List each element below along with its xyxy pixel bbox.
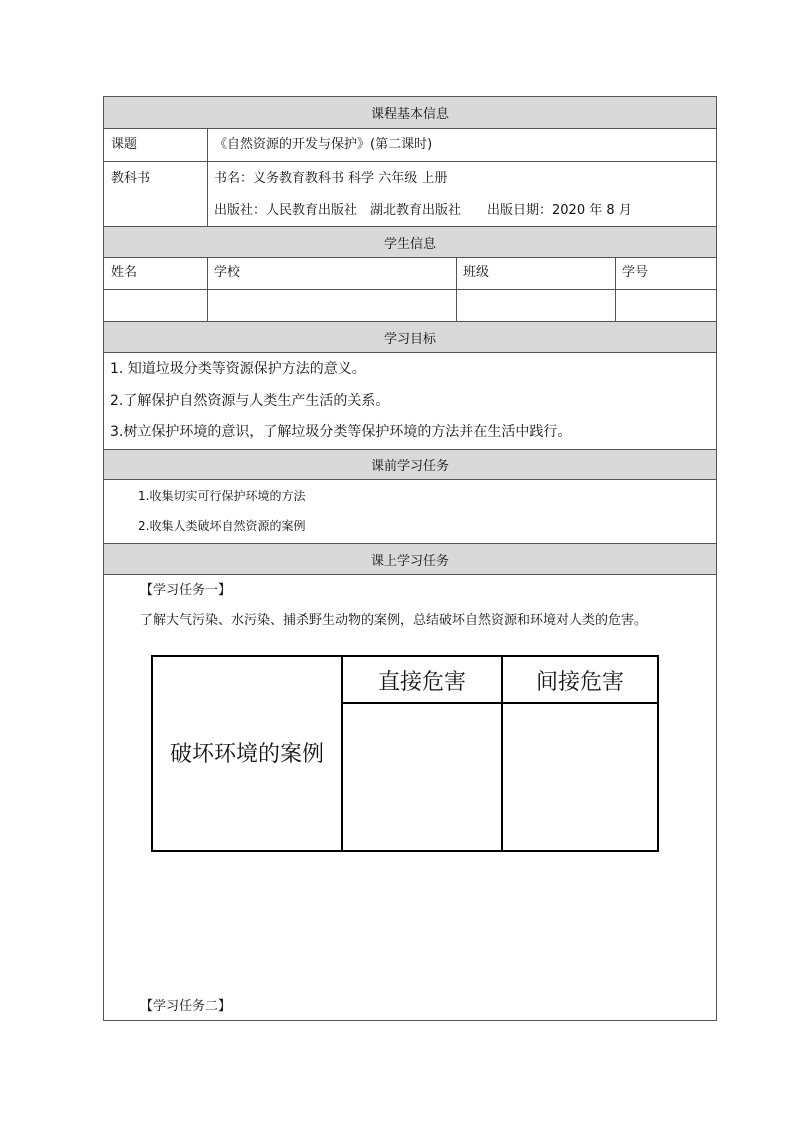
topic-value: 《自然资源的开发与保护》(第二课时) [214, 137, 433, 152]
task1-title: 【学习任务一】 [140, 583, 232, 598]
pre-class-item: 1.收集切实可行保护环境的方法 [138, 489, 306, 503]
divider [456, 258, 457, 321]
textbook-publisher: 出版社：人民教育出版社 湖北教育出版社 出版日期：2020 年 8 月 [214, 203, 632, 218]
pre-class-header: 课前学习任务 [104, 449, 716, 480]
objective-item: 2.了解保护自然资源与人类生产生活的关系。 [110, 393, 390, 409]
case-row-label: 破坏环境的案例 [169, 742, 324, 767]
task2-title: 【学习任务二】 [140, 999, 232, 1014]
case-table [151, 655, 659, 852]
lesson-worksheet [103, 96, 717, 1021]
objective-item: 1. 知道垃圾分类等资源保护方法的意义。 [110, 361, 366, 377]
case-table-divider [341, 702, 657, 704]
objectives-header: 学习目标 [104, 321, 716, 353]
student-col-school: 学校 [214, 265, 241, 280]
topic-label: 课题 [111, 137, 138, 152]
student-info-header: 学生信息 [104, 226, 716, 258]
textbook-label: 教科书 [111, 171, 151, 186]
task1-description: 了解大气污染、水污染、捕杀野生动物的案例，总结破坏自然资源和环境对人类的危害。 [140, 613, 648, 628]
student-col-class: 班级 [463, 265, 490, 280]
textbook-title: 书名：义务教育教科书 科学 六年级 上册 [214, 171, 448, 186]
case-col-direct-harm: 直接危害 [377, 670, 466, 695]
divider [207, 258, 208, 321]
in-class-header: 课上学习任务 [104, 543, 716, 575]
divider [207, 129, 208, 226]
divider [104, 161, 716, 162]
pre-class-item: 2.收集人类破坏自然资源的案例 [138, 519, 306, 533]
case-col-indirect-harm: 间接危害 [535, 670, 624, 695]
student-col-id: 学号 [622, 265, 649, 280]
divider [615, 258, 616, 321]
divider [104, 289, 716, 290]
course-info-header: 课程基本信息 [104, 97, 716, 129]
objective-item: 3.树立保护环境的意识，了解垃圾分类等保护环境的方法并在生活中践行。 [110, 424, 572, 440]
student-col-name: 姓名 [111, 265, 138, 280]
